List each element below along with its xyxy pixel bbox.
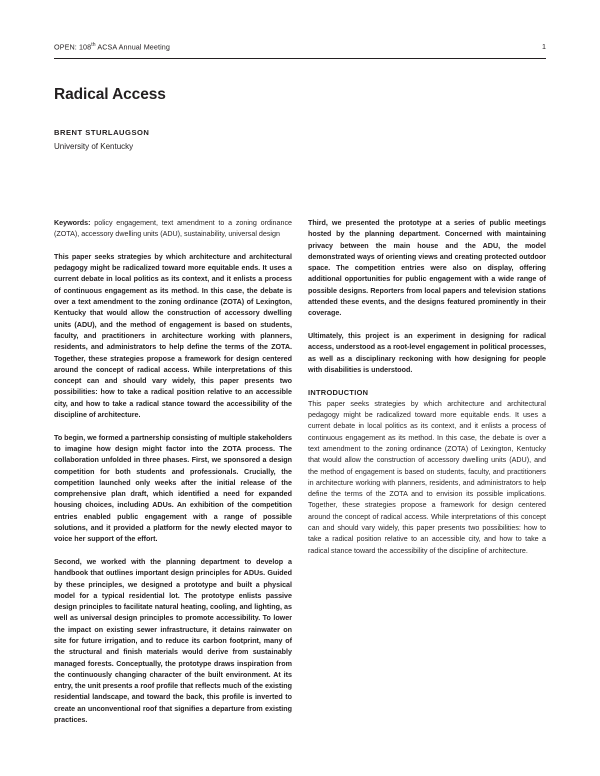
abstract-paragraph-5: Ultimately, this project is an experiment in designing for radical access, understood as a root-level engagement in political processes, as well as a disciplinary reckoning with how designing for people with disabilities is understood.: [308, 331, 546, 374]
keywords: [54, 218, 292, 241]
abstract-paragraph-4: Third, we presented the prototype at a series of public meetings hosted by the planning department. Concerned with maintaining privacy between the main house and the ADU, the model demonstrated ways of orienting views and creating protected outdoor space. The competition entries were also on display, offering additional opportunities for public engagement with a wide range of possible designs. Reporters from local papers and television stations attended these events, and the designs featured prominently in their coverage.: [308, 219, 546, 318]
abstract-paragraph-2: To begin, we formed a partnership consisting of multiple stakeholders to imagine how design might factor into the ZOTA process. The collaboration unfolded in three phases. First, we sponsored a design competition for both students and professionals. Crucially, the competition launched only weeks after the initial release of the comprehensive plan draft, which identified a need for expanded housing choices, including ADUs. An exhibition of the competition entries enabled public engagement with a range of possible solutions, and it provided a platform for the newly elected mayor to voice her support of the effort.: [54, 433, 292, 544]
right-column: [308, 218, 546, 568]
page-number: 1: [542, 42, 546, 51]
introduction-heading: INTRODUCTION: [308, 388, 369, 398]
introduction-paragraph: This paper seeks strategies by which architecture and architectural pedagogy might be radicalized toward more equitable ends. It uses a current debate in local politics as its context, and it enlists a process of continuous engagement as its method. In this case, the debate is over a text amendment to the zoning ordinance (ZOTA) of Lexington, Kentucky that would allow the construction of accessory dwelling units (ADU), and the method of engagement is based on students, faculty, and practitioners in architecture working with planners, residents, and administrators to help define the terms of the ZOTA and to envision its possible implications. Together, these strategies propose a framework for design centered around the concept of radical access. While interpretations of this concept can and should vary widely, this paper presents two possibilities: how to take a radical position relative to an accessible city, and how to take a radical stance toward the accessibility of the discipline of architecture.: [308, 399, 546, 555]
paper-title: Radical Access: [54, 86, 166, 103]
header-rule: [54, 58, 546, 59]
conference-name: OPEN: 108th ACSA Annual Meeting: [54, 42, 170, 52]
keywords-label: Keywords:: [54, 219, 91, 227]
author-affiliation: University of Kentucky: [54, 142, 134, 151]
left-column: [54, 218, 292, 726]
abstract-paragraph-3: Second, we worked with the planning department to develop a handbook that outlines important design principles for ADUs. Guided by these principles, we designed a prototype and built a physical model for a typical residential lot. The prototype enlists passive design principles to facilitate natural heating, cooling, and lighting, as well as universal design principles to promote accessibility. To lower the impact on existing sewer infrastructure, it detains rainwater on site for future irrigation, and to reduce its carbon footprint, many of the structural and finish materials would derive from sustainably managed forests. Conceptually, the prototype draws inspiration from the continuously changing character of the built environment. At its entry, the unit presents a roof profile that reflects much of the existing residential landscape, and toward the back, this profile is inverted to create an unconventional roof that signifies a departure from existing practices.: [54, 557, 292, 725]
abstract-paragraph-1: This paper seeks strategies by which architecture and architectural pedagogy might be radicalized toward more equitable ends. It uses a current debate in local politics as its context, and it enlists a process of continuous engagement as its method. In this case, the debate is over a text amendment to the zoning ordinance (ZOTA) of Lexington, Kentucky that would allow the construction of accessory dwelling units (ADU), and the method of engagement is based on students, faculty, and practitioners in architecture working with planners, residents, and administrators to help define the terms of the ZOTA. Together, these strategies propose a framework for design centered around the concept of radical access. While interpretations of this concept can and should vary widely, this paper presents two possibilities: how to take a radical position relative to an accessible city, and how to take a radical stance toward the accessibility of the discipline of architecture.: [54, 252, 292, 420]
keywords-text: policy engagement, text amendment to a zoning ordinance (ZOTA), accessory dwelling units (ADU), sustainability, universal design: [54, 219, 292, 239]
running-header: [54, 42, 546, 54]
author-name: BRENT STURLAUGSON: [54, 128, 150, 137]
